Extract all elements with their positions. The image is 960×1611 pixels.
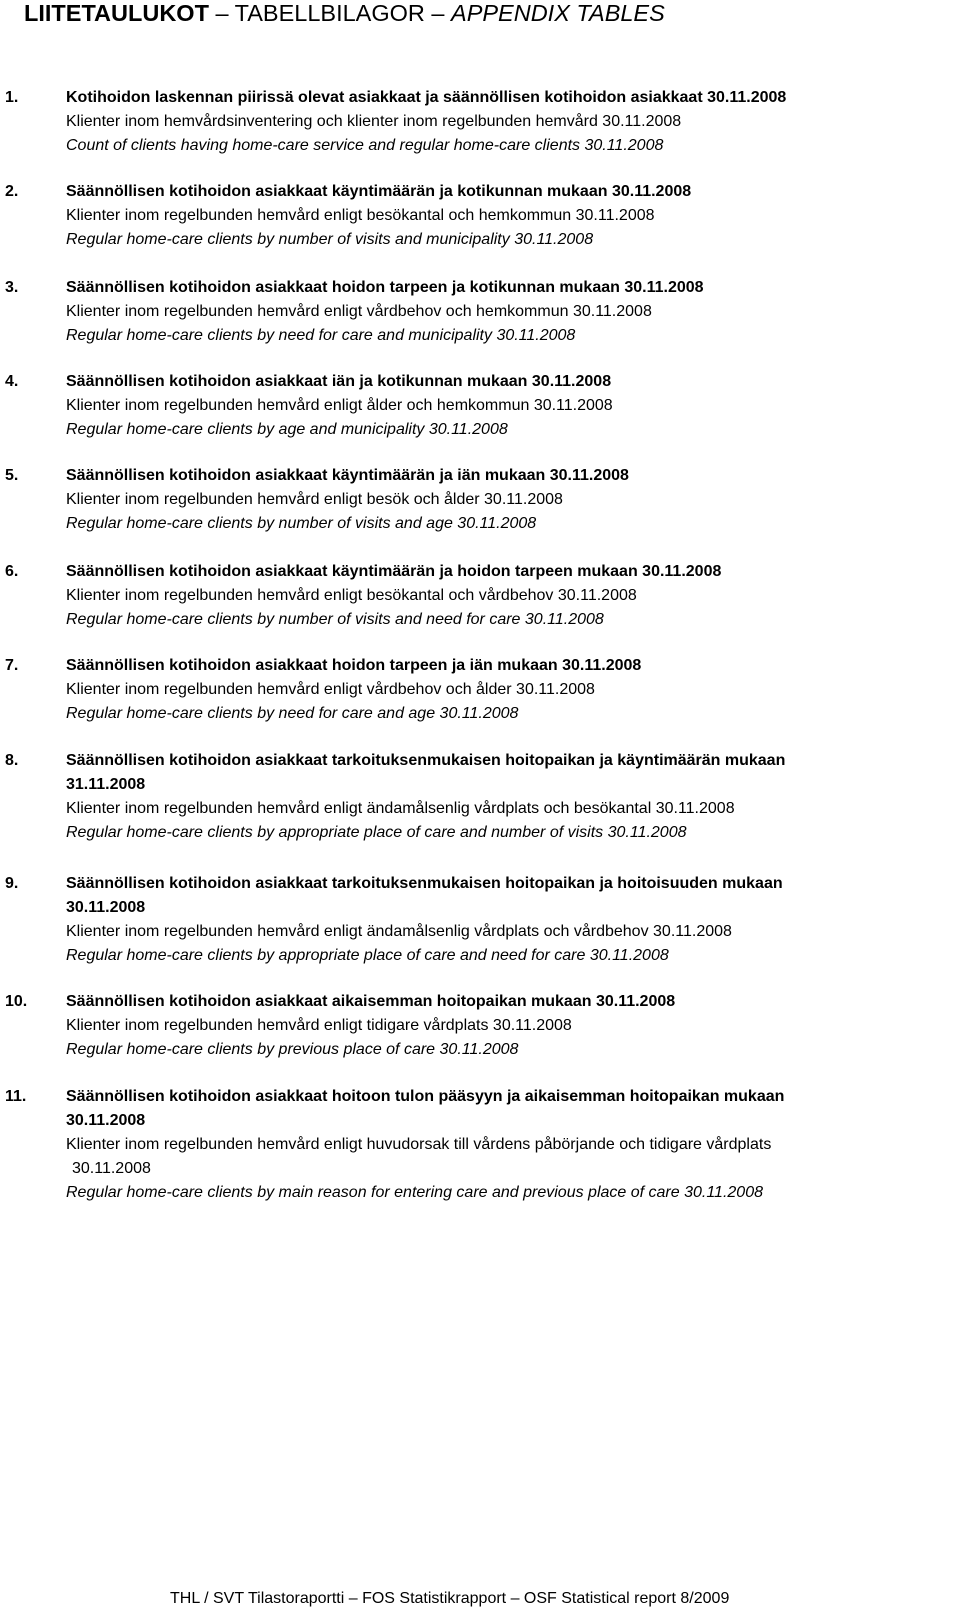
entry-title-swedish: Klienter inom regelbunden hemvård enligt huvudorsak till vårdens påbörjande och tidigare vårdplats <box>66 1136 772 1153</box>
entry-number: 7. <box>5 657 19 674</box>
entry-title-swedish: Klienter inom hemvårdsinventering och klienter inom regelbunden hemvård 30.11.2008 <box>66 113 682 130</box>
entry-number: 6. <box>5 563 19 580</box>
entry-number: 9. <box>5 875 19 892</box>
entry-title-finnish: Säännöllisen kotihoidon asiakkaat tarkoituksenmukaisen hoitopaikan ja hoitoisuuden mukaan <box>66 875 783 892</box>
title-english: APPENDIX TABLES <box>451 0 665 26</box>
entry-title-english: Regular home-care clients by need for care and age 30.11.2008 <box>66 705 519 722</box>
entry-number: 8. <box>5 752 19 769</box>
entry-title-finnish: Säännöllisen kotihoidon asiakkaat käyntimäärän ja iän mukaan 30.11.2008 <box>66 467 629 484</box>
entry-title-finnish: Säännöllisen kotihoidon asiakkaat iän ja kotikunnan mukaan 30.11.2008 <box>66 373 612 390</box>
entry-title-swedish: Klienter inom regelbunden hemvård enligt vårdbehov och ålder 30.11.2008 <box>66 681 595 698</box>
title-finnish: LIITETAULUKOT <box>24 0 209 26</box>
title-separator: – <box>424 0 452 26</box>
entry-title-finnish-date: 30.11.2008 <box>66 1112 146 1129</box>
entry-title-finnish-date: 30.11.2008 <box>66 899 146 916</box>
entry-title-english: Regular home-care clients by age and municipality 30.11.2008 <box>66 421 508 438</box>
entry-title-swedish: Klienter inom regelbunden hemvård enligt besök och ålder 30.11.2008 <box>66 491 563 508</box>
entry-number: 5. <box>5 467 19 484</box>
entry-number: 4. <box>5 373 19 390</box>
entry-title-swedish: Klienter inom regelbunden hemvård enligt vårdbehov och hemkommun 30.11.2008 <box>66 303 652 320</box>
entry-title-english: Regular home-care clients by number of visits and age 30.11.2008 <box>66 515 537 532</box>
entry-title-english: Regular home-care clients by previous place of care 30.11.2008 <box>66 1041 519 1058</box>
entry-title-finnish: Säännöllisen kotihoidon asiakkaat hoitoon tulon pääsyyn ja aikaisemman hoitopaikan mukaan <box>66 1088 785 1105</box>
entry-title-finnish: Säännöllisen kotihoidon asiakkaat käyntimäärän ja kotikunnan mukaan 30.11.2008 <box>66 183 692 200</box>
entry-number: 2. <box>5 183 19 200</box>
entry-title-english: Regular home-care clients by appropriate place of care and need for care 30.11.2008 <box>66 947 669 964</box>
entry-title-english: Regular home-care clients by appropriate place of care and number of visits 30.11.2008 <box>66 824 687 841</box>
entry-title-swedish: Klienter inom regelbunden hemvård enligt besökantal och hemkommun 30.11.2008 <box>66 207 655 224</box>
entry-title-english: Regular home-care clients by number of visits and municipality 30.11.2008 <box>66 231 594 248</box>
entry-title-swedish-date: 30.11.2008 <box>72 1160 151 1177</box>
entry-title-finnish: Säännöllisen kotihoidon asiakkaat tarkoituksenmukaisen hoitopaikan ja käyntimäärän mukaan <box>66 752 786 769</box>
entry-number: 11. <box>5 1088 27 1105</box>
entry-number: 1. <box>5 89 19 106</box>
entry-number: 3. <box>5 279 19 296</box>
entry-number: 10. <box>5 993 28 1010</box>
title-swedish: TABELLBILAGOR <box>234 0 425 26</box>
entry-title-english: Regular home-care clients by need for care and municipality 30.11.2008 <box>66 327 576 344</box>
entry-title-finnish-date: 31.11.2008 <box>66 776 146 793</box>
entry-title-english: Regular home-care clients by number of visits and need for care 30.11.2008 <box>66 611 604 628</box>
entry-title-finnish: Säännöllisen kotihoidon asiakkaat hoidon tarpeen ja kotikunnan mukaan 30.11.2008 <box>66 279 704 296</box>
entry-title-finnish: Säännöllisen kotihoidon asiakkaat aikaisemman hoitopaikan mukaan 30.11.2008 <box>66 993 676 1010</box>
entry-title-swedish: Klienter inom regelbunden hemvård enligt tidigare vårdplats 30.11.2008 <box>66 1017 572 1034</box>
entry-title-english: Regular home-care clients by main reason for entering care and previous place of care 30.11.2008 <box>66 1184 763 1201</box>
entry-title-swedish: Klienter inom regelbunden hemvård enligt ålder och hemkommun 30.11.2008 <box>66 397 613 414</box>
entry-title-finnish: Säännöllisen kotihoidon asiakkaat käyntimäärän ja hoidon tarpeen mukaan 30.11.2008 <box>66 563 722 580</box>
entry-title-finnish: Säännöllisen kotihoidon asiakkaat hoidon tarpeen ja iän mukaan 30.11.2008 <box>66 657 642 674</box>
entry-title-swedish: Klienter inom regelbunden hemvård enligt besökantal och vårdbehov 30.11.2008 <box>66 587 637 604</box>
entry-title-english: Count of clients having home-care service and regular home-care clients 30.11.2008 <box>66 137 664 154</box>
entry-title-swedish: Klienter inom regelbunden hemvård enligt ändamålsenlig vårdplats och besökantal 30.11.2008 <box>66 800 735 817</box>
page-footer: THL / SVT Tilastoraportti – FOS Statistikrapport – OSF Statistical report 8/2009 <box>170 1590 730 1607</box>
entry-title-finnish: Kotihoidon laskennan piirissä olevat asiakkaat ja säännöllisen kotihoidon asiakkaat 30.11.2008 <box>66 89 787 106</box>
entry-title-swedish: Klienter inom regelbunden hemvård enligt ändamålsenlig vårdplats och vårdbehov 30.11.2008 <box>66 923 732 940</box>
title-separator: – <box>208 0 235 26</box>
